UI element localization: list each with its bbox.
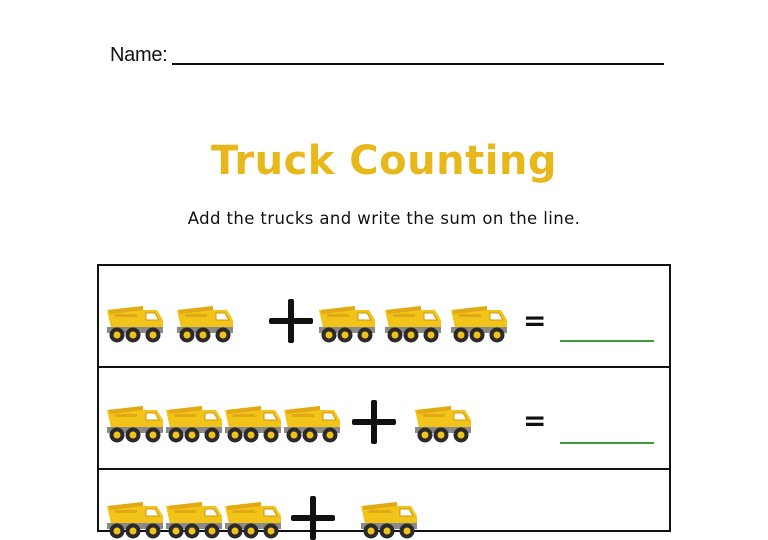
truck-icon	[221, 396, 285, 444]
truck-icon	[447, 296, 511, 344]
truck-icon	[162, 396, 226, 444]
name-label: Name:	[110, 44, 168, 66]
truck-icon	[173, 296, 237, 344]
truck-icon	[103, 296, 167, 344]
plus-icon	[352, 400, 396, 444]
equals-sign: =	[523, 404, 547, 437]
equals-sign: =	[523, 304, 547, 337]
truck-icon	[221, 492, 285, 540]
truck-icon	[381, 296, 445, 344]
name-row	[110, 44, 167, 67]
problem-row-2	[99, 368, 669, 470]
truck-icon	[357, 492, 421, 540]
problem-row-1	[99, 266, 669, 368]
problem-row-3	[99, 470, 669, 530]
plus-icon	[291, 496, 335, 540]
truck-icon	[411, 396, 475, 444]
name-line[interactable]	[172, 63, 664, 65]
problem-table	[97, 264, 671, 532]
instructions: Add the trucks and write the sum on the line.	[187, 209, 581, 228]
plus-icon	[269, 299, 313, 343]
truck-icon	[315, 296, 379, 344]
truck-icon	[103, 396, 167, 444]
truck-icon	[103, 492, 167, 540]
answer-line[interactable]	[560, 442, 654, 444]
answer-line[interactable]	[560, 340, 654, 342]
worksheet-title: Truck Counting	[210, 138, 558, 184]
truck-icon	[280, 396, 344, 444]
truck-icon	[162, 492, 226, 540]
